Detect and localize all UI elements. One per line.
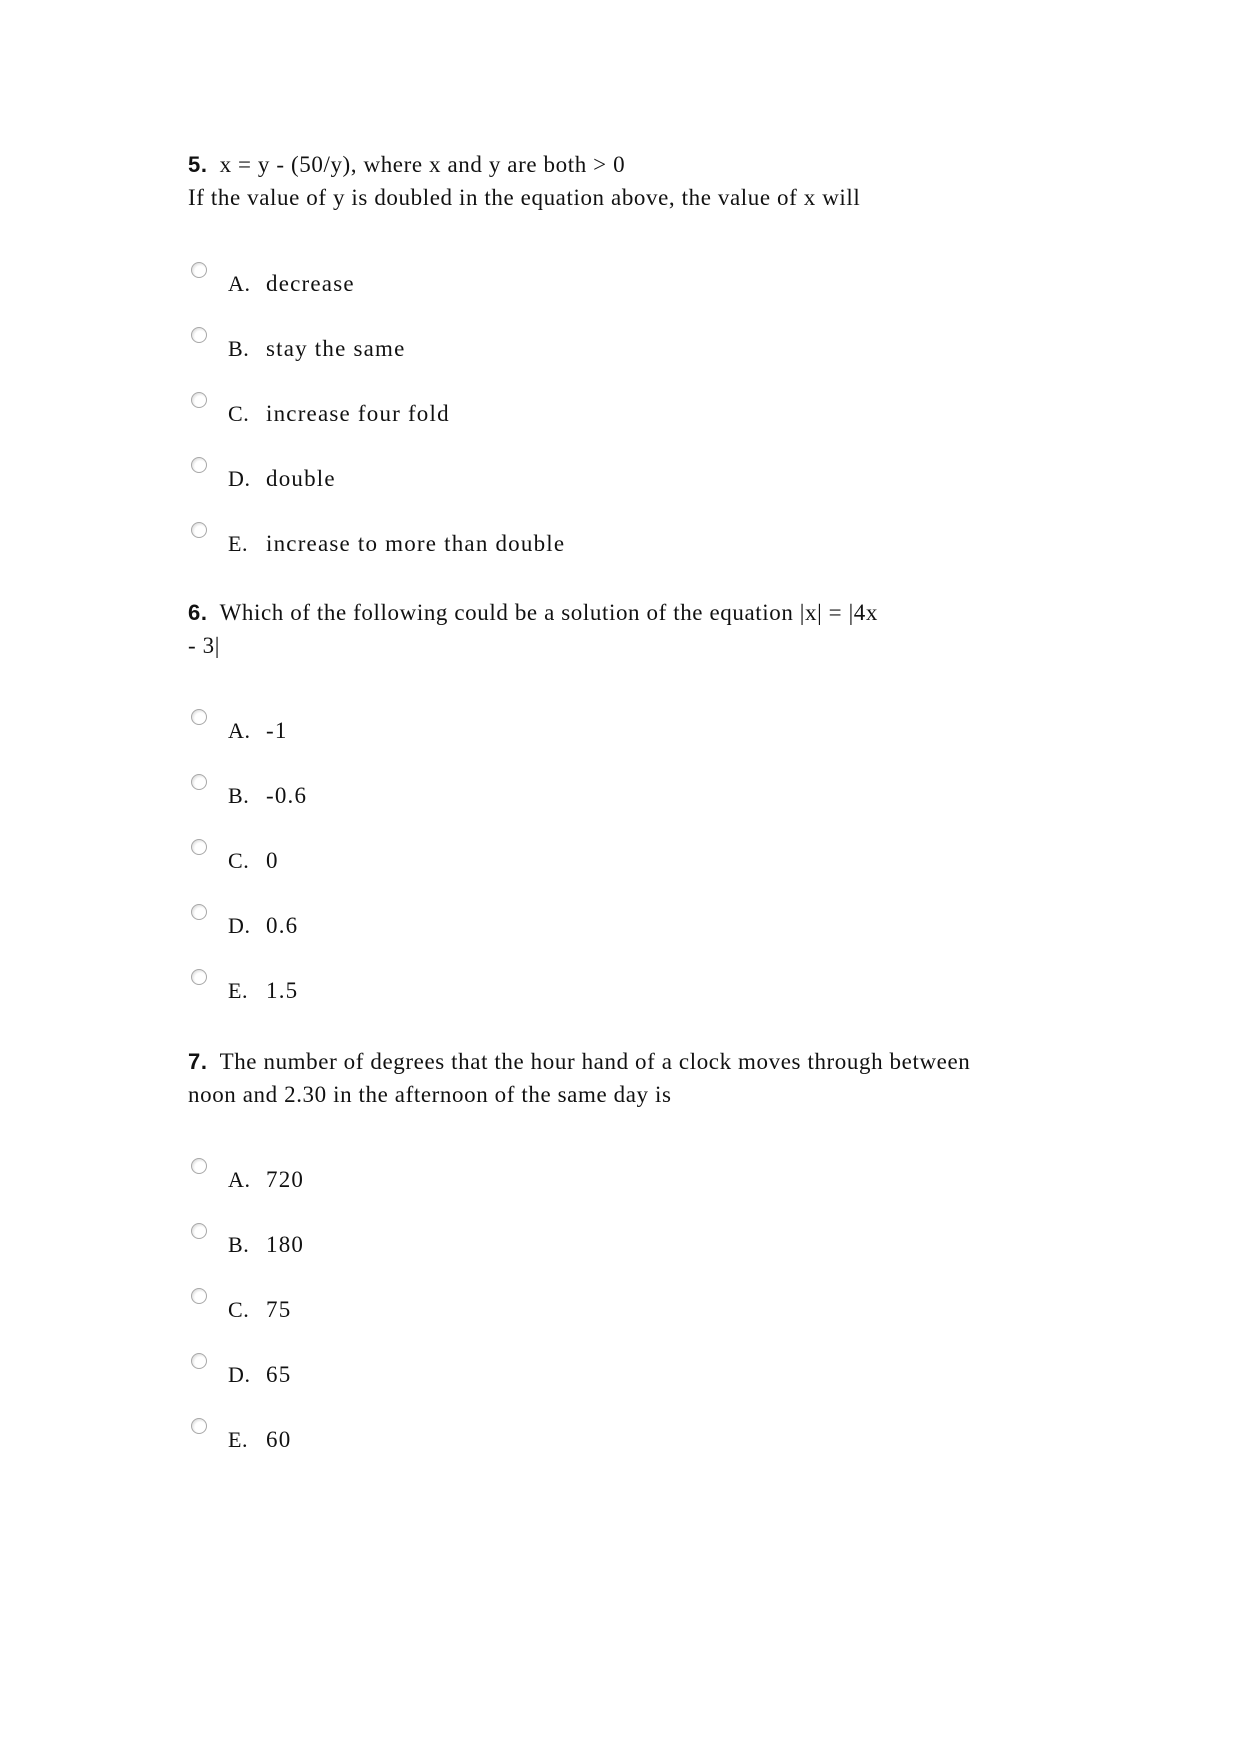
question-7	[188, 1045, 1068, 1452]
option-letter: C.	[228, 401, 250, 426]
radio-button-icon[interactable]	[191, 392, 207, 408]
option-letter: E.	[228, 978, 249, 1003]
question-6	[188, 596, 1068, 1003]
question-stem-line-1: Which of the following could be a solution of the equation |x| = |4x	[219, 600, 878, 625]
answer-option-b[interactable]	[188, 327, 1068, 392]
radio-button-icon[interactable]	[191, 522, 207, 538]
answer-option-b[interactable]	[188, 774, 1068, 839]
radio-button-icon[interactable]	[191, 327, 207, 343]
radio-button-icon[interactable]	[191, 969, 207, 985]
question-stem-line-1: x = y - (50/y), where x and y are both > 0	[219, 152, 626, 177]
option-letter: A.	[228, 1167, 251, 1192]
option-letter: B.	[228, 1232, 250, 1257]
radio-button-icon[interactable]	[191, 709, 207, 725]
option-text: double	[266, 466, 336, 491]
answer-option-d[interactable]	[188, 904, 1068, 969]
answer-option-a[interactable]	[188, 1158, 1068, 1223]
option-text: 1.5	[266, 978, 299, 1003]
option-text: -1	[266, 718, 288, 743]
option-letter: E.	[228, 531, 249, 556]
answer-option-c[interactable]	[188, 1288, 1068, 1353]
radio-button-icon[interactable]	[191, 1288, 207, 1304]
question-number: 6.	[188, 600, 208, 625]
radio-button-icon[interactable]	[191, 1418, 207, 1434]
radio-button-icon[interactable]	[191, 1223, 207, 1239]
option-letter: B.	[228, 783, 250, 808]
question-5	[188, 148, 1068, 556]
question-stem-line-2: noon and 2.30 in the afternoon of the same day is	[188, 1082, 672, 1107]
option-text: stay the same	[266, 336, 406, 361]
option-text: 720	[266, 1167, 305, 1192]
radio-button-icon[interactable]	[191, 1158, 207, 1174]
answer-option-e[interactable]	[188, 522, 1068, 587]
option-letter: B.	[228, 336, 250, 361]
radio-button-icon[interactable]	[191, 904, 207, 920]
option-letter: A.	[228, 271, 251, 296]
answer-option-c[interactable]	[188, 839, 1068, 904]
radio-button-icon[interactable]	[191, 774, 207, 790]
answer-options	[188, 262, 1068, 587]
option-text: increase to more than double	[266, 531, 566, 556]
option-letter: E.	[228, 1427, 249, 1452]
option-text: 0	[266, 848, 279, 873]
option-letter: A.	[228, 718, 251, 743]
radio-button-icon[interactable]	[191, 839, 207, 855]
answer-option-b[interactable]	[188, 1223, 1068, 1288]
option-letter: C.	[228, 1297, 250, 1322]
option-text: decrease	[266, 271, 355, 296]
question-stem-line-2: - 3|	[188, 633, 220, 658]
answer-options	[188, 709, 1068, 1034]
option-text: 60	[266, 1427, 292, 1452]
option-text: increase four fold	[266, 401, 450, 426]
option-text: 65	[266, 1362, 292, 1387]
option-text: 180	[266, 1232, 305, 1257]
answer-option-d[interactable]	[188, 457, 1068, 522]
radio-button-icon[interactable]	[191, 457, 207, 473]
option-letter: D.	[228, 913, 251, 938]
question-number: 5.	[188, 152, 208, 177]
answer-option-e[interactable]	[188, 1418, 1068, 1483]
radio-button-icon[interactable]	[191, 262, 207, 278]
option-text: 75	[266, 1297, 292, 1322]
option-letter: D.	[228, 466, 251, 491]
question-stem	[188, 596, 1068, 662]
radio-button-icon[interactable]	[191, 1353, 207, 1369]
option-letter: C.	[228, 848, 250, 873]
question-number: 7.	[188, 1049, 208, 1074]
answer-option-d[interactable]	[188, 1353, 1068, 1418]
option-letter: D.	[228, 1362, 251, 1387]
option-text: 0.6	[266, 913, 299, 938]
answer-option-e[interactable]	[188, 969, 1068, 1034]
answer-options	[188, 1158, 1068, 1483]
answer-option-c[interactable]	[188, 392, 1068, 457]
question-stem-line-2: If the value of y is doubled in the equation above, the value of x will	[188, 185, 861, 210]
question-stem	[188, 148, 1068, 214]
question-stem-line-1: The number of degrees that the hour hand of a clock moves through between	[219, 1049, 971, 1074]
answer-option-a[interactable]	[188, 709, 1068, 774]
question-stem	[188, 1045, 1068, 1111]
answer-option-a[interactable]	[188, 262, 1068, 327]
option-text: -0.6	[266, 783, 308, 808]
